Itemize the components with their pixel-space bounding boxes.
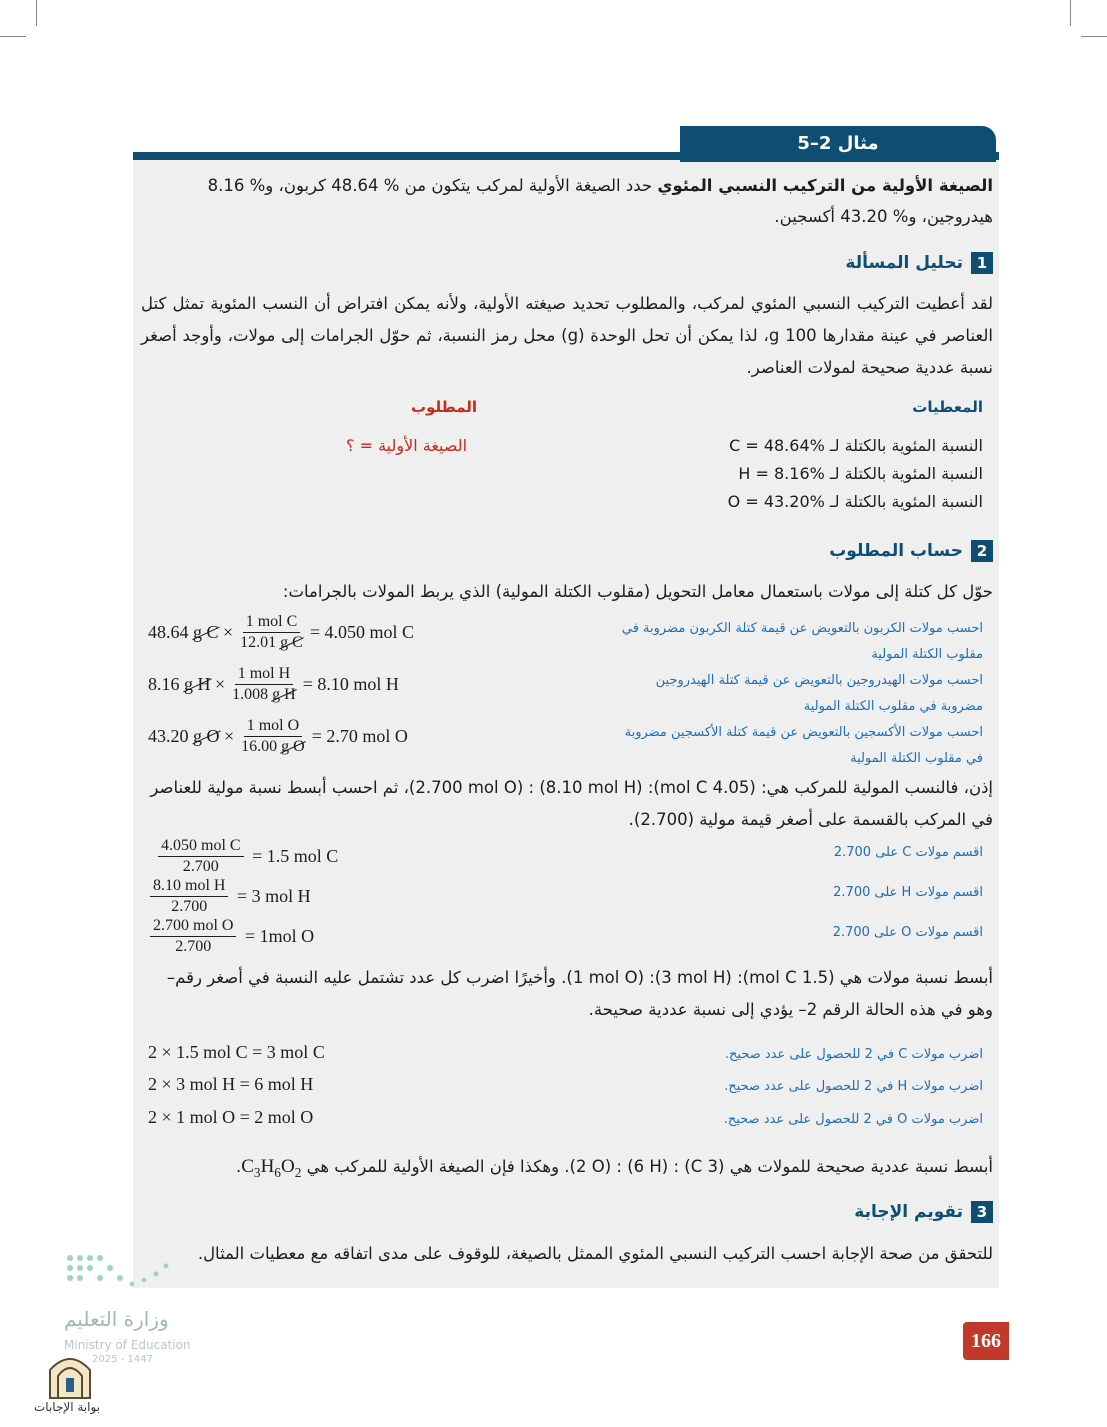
example-tab: مثال 2–5	[680, 126, 996, 162]
mass-unit: g C	[193, 622, 219, 642]
numerator: 8.10 mol H	[150, 878, 228, 897]
crop-mark	[1070, 0, 1071, 26]
numerator: 1 mol O	[244, 718, 302, 737]
fraction	[237, 614, 306, 651]
conversion-row-hydrogen: 8.16 g H × $\frac{\text{1 mol H}}{\text{1.008 g H}}$ = 8.10 mol H	[148, 665, 399, 703]
step-1-header	[845, 250, 993, 276]
denominator: 16.00 g O	[241, 738, 305, 755]
portal-label: بوابة الإجابات	[34, 1400, 101, 1414]
ministry-name-english: Ministry of Education	[64, 1338, 191, 1352]
convert-intro: حوّل كل كتلة إلى مولات باستعمال معامل التحويل (مقلوب الكتلة المولية) الذي يربط المولات بالجرامات:	[282, 582, 993, 601]
numerator: 4.050 mol C	[158, 838, 244, 857]
denominator: 1.008 g H	[232, 686, 296, 703]
multiply-row: 2 × 3 mol H = 6 mol H	[148, 1074, 314, 1094]
ministry-name-arabic: وزارة التعليم	[64, 1307, 169, 1331]
fraction	[158, 838, 244, 875]
step-3-number: 3	[971, 1201, 993, 1223]
step-2-title: حساب المطلوب	[829, 541, 963, 561]
multiply-row: 2 × 1 mol O = 2 mol O	[148, 1107, 314, 1127]
multiply-row: 2 × 1.5 mol C = 3 mol C	[148, 1042, 325, 1062]
portal-logo-icon	[44, 1348, 96, 1400]
intro-line-1	[133, 170, 993, 202]
simplest-paragraph: أبسط نسبة مولات هي (1.5 mol C): (3 mol H): (1 mol O). وأخيرًا اضرب كل عدد تشتمل عليه النسبة في أصغر رقم– وهو في هذه الحالة الرقم 2– يؤدي إلى نسبة عددية صحيحة.	[166, 968, 993, 1019]
mass-unit: g O	[193, 726, 220, 746]
ministry-logo	[62, 1250, 172, 1296]
step-1-number: 1	[971, 252, 993, 274]
denominator: 2.700	[182, 858, 219, 875]
final-text: أبسط نسبة عددية صحيحة للمولات هي (3 C) : (6 H) : (2 O). وهكذا فإن الصيغة الأولية للمركب هي	[306, 1157, 993, 1176]
fraction	[150, 918, 236, 955]
fraction	[229, 666, 299, 703]
division-result: = 1mol O	[244, 926, 315, 946]
multiply-note: اضرب مولات C في 2 للحصول على عدد صحيح.	[724, 1047, 983, 1062]
fraction	[238, 718, 308, 755]
known-heading: المعطيات	[912, 398, 983, 416]
conversion-result: = 4.050 mol C	[309, 622, 415, 642]
division-row-oxygen	[146, 918, 314, 955]
crop-mark	[1081, 36, 1107, 37]
multiply-note: اضرب مولات O في 2 للحصول على عدد صحيح.	[723, 1112, 983, 1127]
step-3-header	[854, 1199, 993, 1225]
division-row-hydrogen	[146, 878, 311, 915]
step-3-title: تقويم الإجابة	[854, 1202, 963, 1222]
conversion-note: احسب مولات الأكسجين بالتعويض عن قيمة كتلة الأكسجين مضروبة في مقلوب الكتلة المولية	[624, 725, 983, 766]
final-formula: $C_3H_6O_2$	[241, 1156, 302, 1180]
unknown-item: الصيغة الأولية = ؟	[346, 436, 468, 455]
numerator: 1 mol C	[243, 614, 301, 633]
ratio-paragraph: إذن، فالنسب المولية للمركب هي: (4.05 mol C): (8.10 mol H) : (2.700 mol O)، ثم احسب أبسط نسبة مولية للعناصر في المركب بالقسمة على أصغر قيمة مولية (2.700).	[150, 778, 993, 829]
known-item: النسبة المئوية بالكتلة لـ C = 48.64%	[729, 436, 983, 455]
division-note: اقسم مولات O على 2.700	[832, 925, 983, 940]
conversion-result: = 8.10 mol H	[302, 674, 399, 694]
conversion-result: = 2.70 mol O	[311, 726, 408, 746]
known-item: النسبة المئوية بالكتلة لـ H = 8.16%	[738, 464, 983, 483]
step-1-title: تحليل المسألة	[845, 253, 963, 273]
crop-mark	[0, 36, 26, 37]
conversion-row-oxygen: 43.20 g O × $\frac{\text{1 mol O}}{\text{16.00 g O}}$ = 2.70 mol O	[148, 717, 408, 755]
evaluate-paragraph: للتحقق من صحة الإجابة احسب التركيب النسبي المئوي الممثل بالصيغة، للوقوف على مدى اتفاقه مع معطيات المثال.	[197, 1244, 993, 1263]
division-note: اقسم مولات H على 2.700	[833, 885, 983, 900]
conversion-note: احسب مولات الهيدروجين بالتعويض عن قيمة كتلة الهيدروجين مضروبة في مقلوب الكتلة المولية	[655, 673, 983, 714]
step-2-number: 2	[971, 540, 993, 562]
fraction	[150, 878, 228, 915]
denominator: 12.01 g C	[240, 634, 303, 651]
intro-line-2: هيدروجين، و% 43.20 أكسجين.	[774, 207, 993, 226]
numerator: 1 mol H	[235, 666, 293, 685]
numerator: 2.700 mol O	[150, 918, 236, 937]
division-row-carbon	[154, 838, 338, 875]
ministry-year: 2025 - 1447	[92, 1354, 153, 1365]
final-paragraph: أبسط نسبة عددية صحيحة للمولات هي (3 C) : (6 H) : (2 O). وهكذا فإن الصيغة الأولية للمركب هي $C_3H_6O_2$.	[235, 1156, 993, 1180]
mass-value: 48.64	[148, 622, 189, 642]
division-note: اقسم مولات C على 2.700	[833, 845, 983, 860]
division-result: = 3 mol H	[236, 886, 311, 906]
mass-value: 8.16	[148, 674, 180, 694]
mass-unit: g H	[184, 674, 211, 694]
known-item: النسبة المئوية بالكتلة لـ O = 43.20%	[727, 492, 983, 511]
intro-title: الصيغة الأولية من التركيب النسبي المئوي	[657, 176, 993, 195]
page-number: 166	[963, 1322, 1009, 1360]
analysis-paragraph: لقد أعطيت التركيب النسبي المئوي لمركب، والمطلوب تحديد صيغته الأولية، ولأنه يمكن افتراض أن النسب المئوية تمثل كتل العناصر في عينة مقدارها 100 g، لذا يمكن أن تحل الوحدة (g) محل رمز النسبة، ثم حوّل الجرامات إلى مولات، وأوجد أصغر نسبة عددية صحيحة لمولات العناصر.	[141, 294, 994, 377]
crop-mark	[36, 0, 37, 26]
conversion-row-carbon: 48.64 g C × $\frac{\text{1 mol C}}{\text{12.01 g C}}$ = 4.050 mol C	[148, 613, 415, 651]
denominator: 2.700	[171, 898, 208, 915]
unknown-heading: المطلوب	[411, 398, 478, 416]
conversion-note: احسب مولات الكربون بالتعويض عن قيمة كتلة الكربون مضروبة في مقلوب الكتلة المولية	[621, 621, 983, 662]
step-2-header	[829, 538, 993, 564]
division-result: = 1.5 mol C	[252, 846, 339, 866]
mass-value: 43.20	[148, 726, 189, 746]
denominator: 2.700	[175, 938, 212, 955]
multiply-note: اضرب مولات H في 2 للحصول على عدد صحيح.	[724, 1079, 983, 1094]
intro-text: حدد الصيغة الأولية لمركب يتكون من % 48.64 كربون، و% 8.16	[207, 176, 658, 195]
